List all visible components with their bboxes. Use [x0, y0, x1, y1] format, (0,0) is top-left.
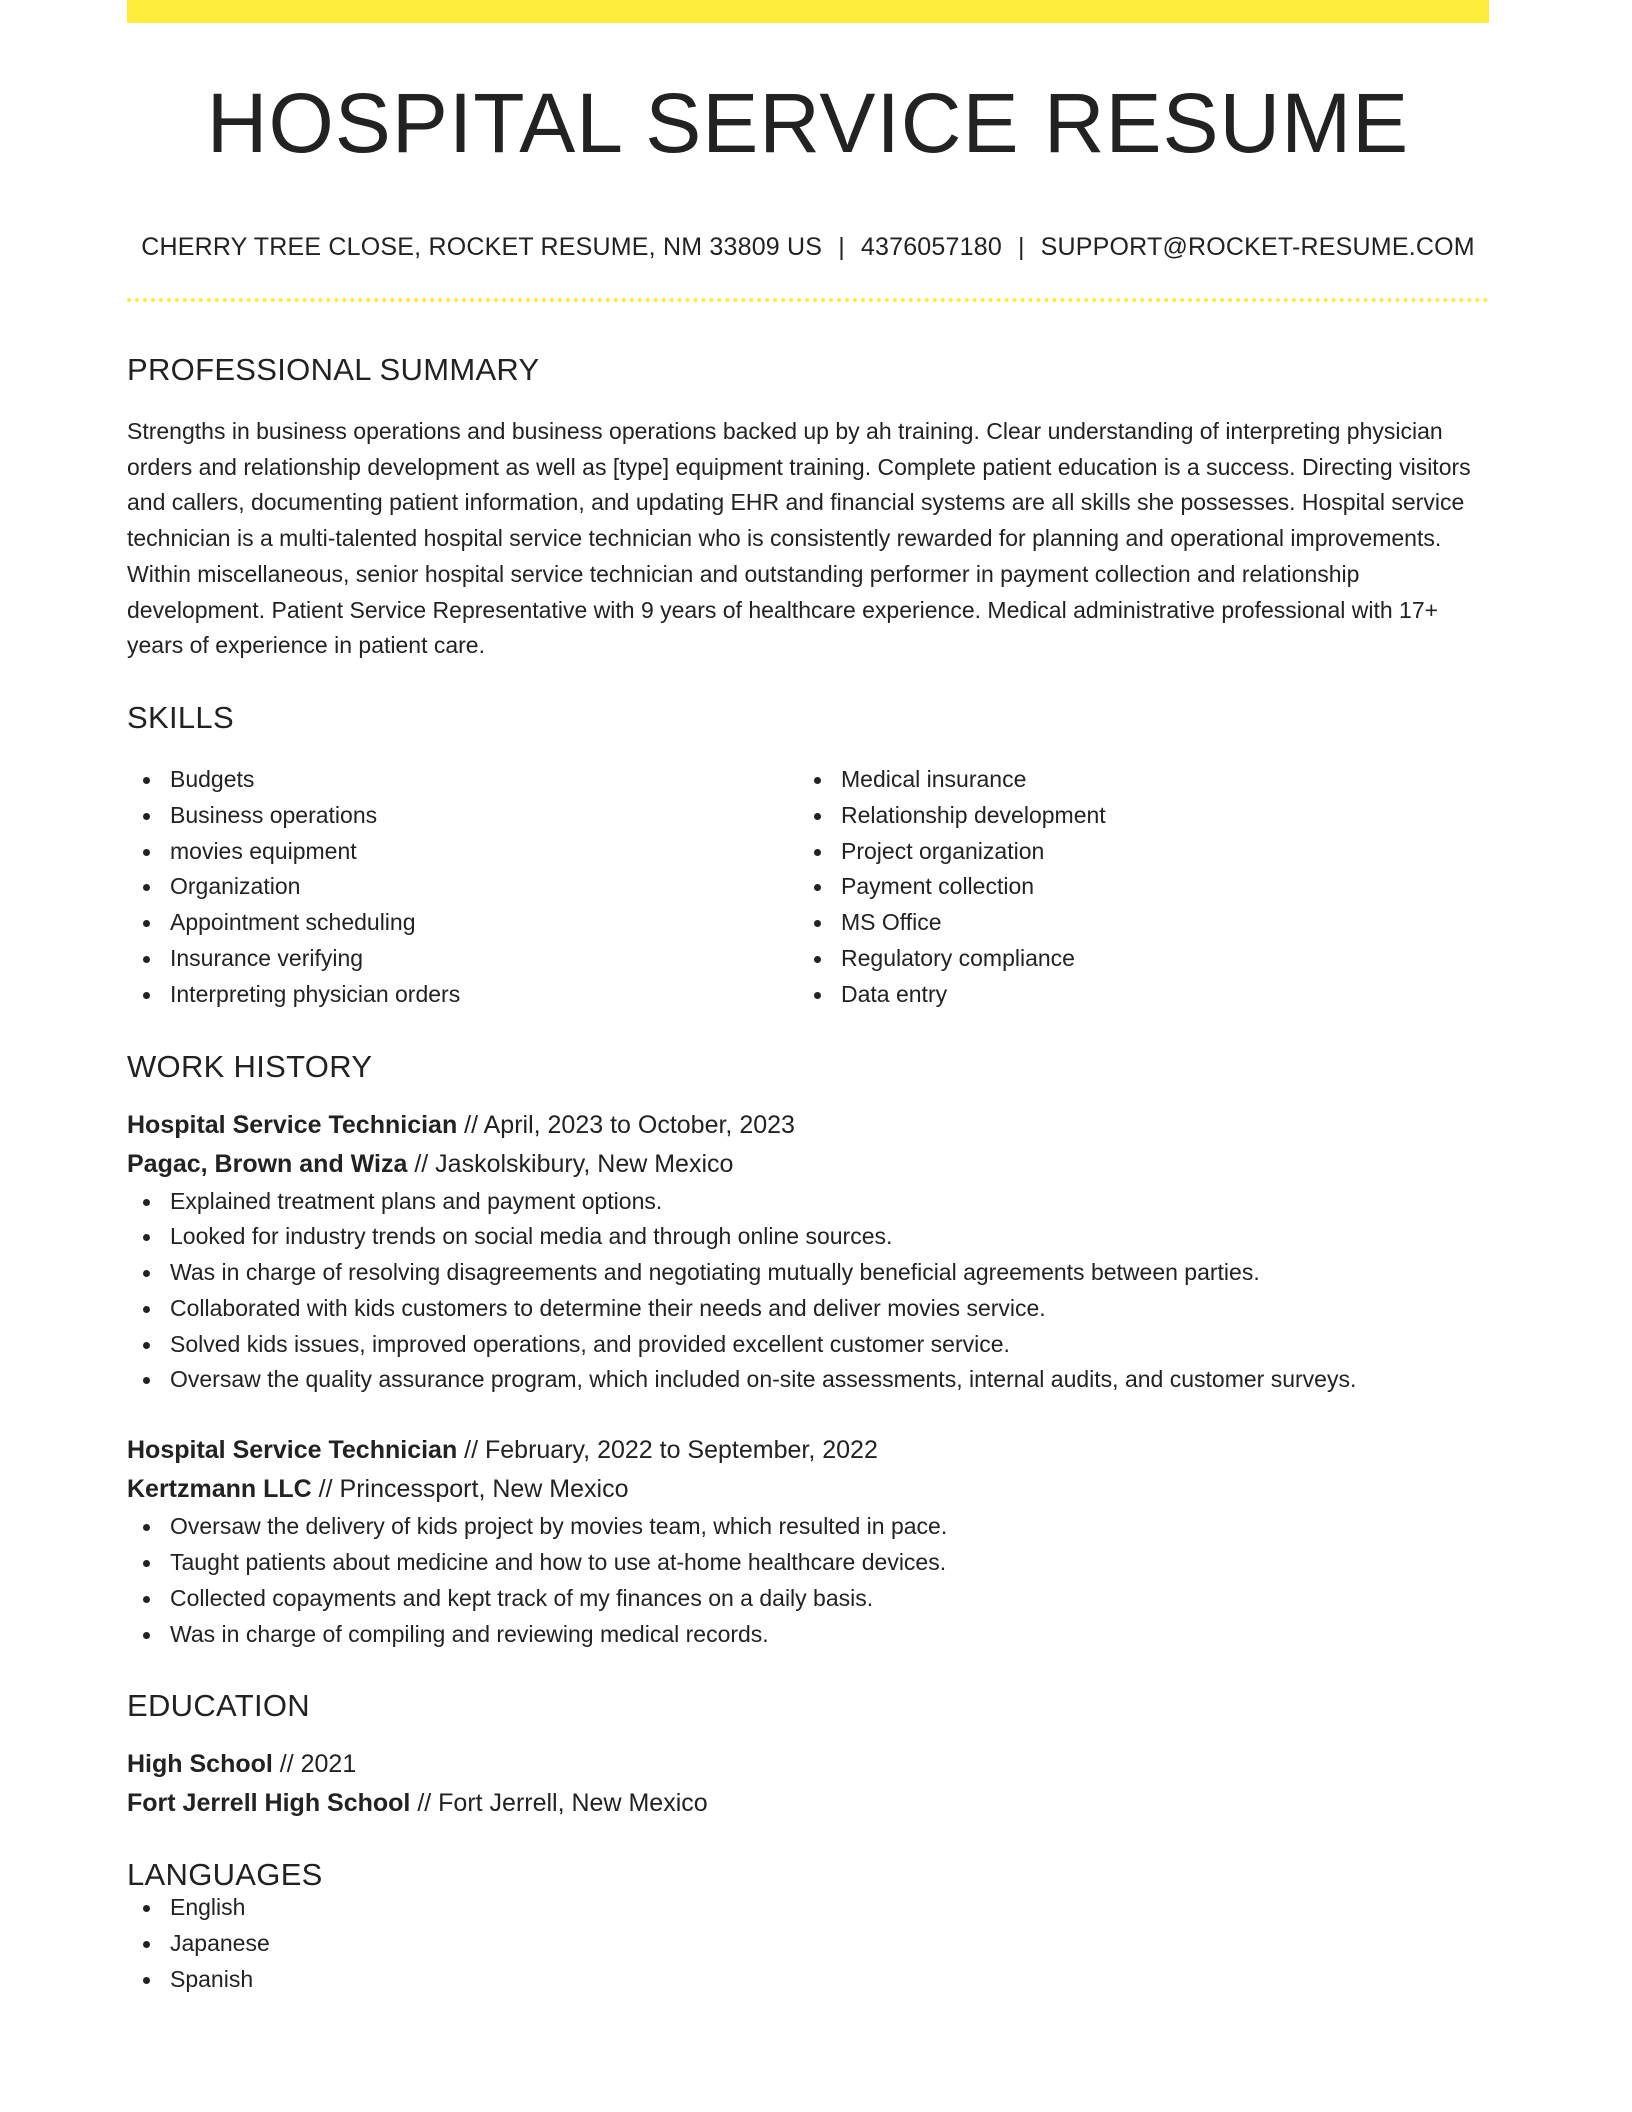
skills-right-list [798, 762, 1106, 1013]
job-location: // Jaskolskibury, New Mexico [407, 1149, 734, 1178]
skill-item: Data entry [798, 977, 1106, 1013]
languages-heading: LANGUAGES [127, 1857, 323, 1893]
job-duty: Explained treatment plans and payment options. [127, 1184, 1489, 1220]
job-company: Pagac, Brown and Wiza [127, 1149, 408, 1178]
skills-left-list [127, 762, 798, 1013]
bullet-icon [814, 813, 821, 820]
bullet-icon [143, 813, 150, 820]
job-duty: Was in charge of compiling and reviewing medical records. [127, 1617, 1489, 1653]
skill-item: Insurance verifying [127, 941, 798, 977]
bullet-icon [143, 1524, 150, 1531]
bullet-icon [814, 920, 821, 927]
school-name: Fort Jerrell High School [127, 1789, 411, 1818]
skill-item: Relationship development [798, 798, 1106, 834]
job-duties-list [127, 1509, 1489, 1652]
bullet-icon [143, 1377, 150, 1384]
job-dates: // April, 2023 to October, 2023 [457, 1110, 795, 1139]
summary-text: Strengths in business operations and business operations backed up by ah training. Clear understanding of interpreting physician orders and relationship development as well as [type] equipment training. Complete patient education is a success. Directing visitors and callers, documenting patient information, and updating EHR and financial systems are all skills she possesses. Hospital service technician is a multi-talented hospital service technician who is consistently rewarded for planning and operational improvements. Within miscellaneous, senior hospital service technician and outstanding performer in payment collection and relationship development. Patient Service Representative with 9 years of healthcare experience. Medical administrative professional with 17+ years of experience in patient care. [127, 418, 1471, 659]
phone: 4376057180 [860, 233, 1002, 261]
job-header [127, 1106, 1489, 1184]
skill-item: Appointment scheduling [127, 905, 798, 941]
bullet-icon [143, 920, 150, 927]
resume-page [127, 0, 1489, 1998]
job-location: // Princessport, New Mexico [311, 1475, 629, 1504]
job-duty: Collaborated with kids customers to determine their needs and deliver movies service. [127, 1291, 1489, 1327]
bullet-icon [143, 956, 150, 963]
work-history-heading: WORK HISTORY [127, 1048, 373, 1084]
education-heading: EDUCATION [127, 1688, 310, 1724]
bullet-icon [143, 1905, 150, 1912]
bullet-icon [143, 1632, 150, 1639]
job-company-line [127, 1145, 1489, 1184]
bullet-icon [814, 956, 821, 963]
resume-title: HOSPITAL SERVICE RESUME [206, 76, 1410, 170]
skills-heading: SKILLS [127, 699, 234, 735]
skills-columns [127, 762, 1489, 1013]
bullet-icon [814, 884, 821, 891]
bullet-icon [143, 849, 150, 856]
summary-heading: PROFESSIONAL SUMMARY [127, 352, 540, 387]
skill-item: Medical insurance [798, 762, 1106, 798]
school-location: // Fort Jerrell, New Mexico [410, 1789, 708, 1818]
job-dates: // February, 2022 to September, 2022 [457, 1436, 878, 1465]
job-duty: Taught patients about medicine and how to use at-home healthcare devices. [127, 1545, 1489, 1581]
header-divider [127, 298, 1489, 302]
skill-item: Payment collection [798, 869, 1106, 905]
job-duty: Was in charge of resolving disagreements and negotiating mutually beneficial agreements between parties. [127, 1255, 1489, 1291]
bullet-icon [143, 1941, 150, 1948]
skill-item: Project organization [798, 834, 1106, 870]
job-header [127, 1431, 1489, 1509]
address: CHERRY TREE CLOSE, ROCKET RESUME, NM 33809 US [141, 233, 823, 261]
job-company: Kertzmann LLC [127, 1475, 312, 1504]
job-duty: Oversaw the delivery of kids project by movies team, which resulted in pace. [127, 1509, 1489, 1545]
skill-item: Budgets [127, 762, 798, 798]
job-duty: Looked for industry trends on social media and through online sources. [127, 1219, 1489, 1255]
bullet-icon [143, 1596, 150, 1603]
bullet-icon [143, 1977, 150, 1984]
email: SUPPORT@ROCKET-RESUME.COM [1040, 233, 1475, 261]
top-accent-bar [127, 0, 1489, 23]
school-line [127, 1784, 1489, 1823]
education-entry [127, 1745, 1489, 1823]
job-duties-list [127, 1184, 1489, 1399]
bullet-icon [143, 1342, 150, 1349]
bullet-icon [814, 777, 821, 784]
language-item: Japanese [127, 1926, 1489, 1962]
bullet-icon [143, 1560, 150, 1567]
bullet-icon [143, 777, 150, 784]
contact-line [127, 235, 1489, 260]
bullet-icon [814, 992, 821, 999]
contact-separator: | [838, 233, 845, 261]
degree-line [127, 1745, 1489, 1784]
bullet-icon [143, 1234, 150, 1241]
skill-item: movies equipment [127, 834, 798, 870]
job-company-line [127, 1470, 1489, 1509]
languages-list [127, 1890, 1489, 1997]
language-item: Spanish [127, 1962, 1489, 1998]
bullet-icon [143, 884, 150, 891]
skill-item: MS Office [798, 905, 1106, 941]
degree: High School [127, 1750, 273, 1779]
bullet-icon [814, 849, 821, 856]
job-role: Hospital Service Technician [127, 1110, 458, 1139]
job-role-line [127, 1106, 1489, 1145]
skill-item: Organization [127, 869, 798, 905]
graduation-year: // 2021 [272, 1750, 357, 1779]
skill-item: Interpreting physician orders [127, 977, 798, 1013]
job-role: Hospital Service Technician [127, 1436, 458, 1465]
bullet-icon [143, 1270, 150, 1277]
bullet-icon [143, 1199, 150, 1206]
skill-item: Regulatory compliance [798, 941, 1106, 977]
bullet-icon [143, 1306, 150, 1313]
job-duty: Solved kids issues, improved operations, and provided excellent customer service. [127, 1327, 1489, 1363]
skill-item: Business operations [127, 798, 798, 834]
language-item: English [127, 1890, 1489, 1926]
bullet-icon [143, 992, 150, 999]
job-duty: Collected copayments and kept track of my finances on a daily basis. [127, 1581, 1489, 1617]
job-duty: Oversaw the quality assurance program, which included on-site assessments, internal audits, and customer surveys. [127, 1362, 1489, 1398]
contact-separator: | [1017, 233, 1025, 261]
job-role-line [127, 1431, 1489, 1470]
